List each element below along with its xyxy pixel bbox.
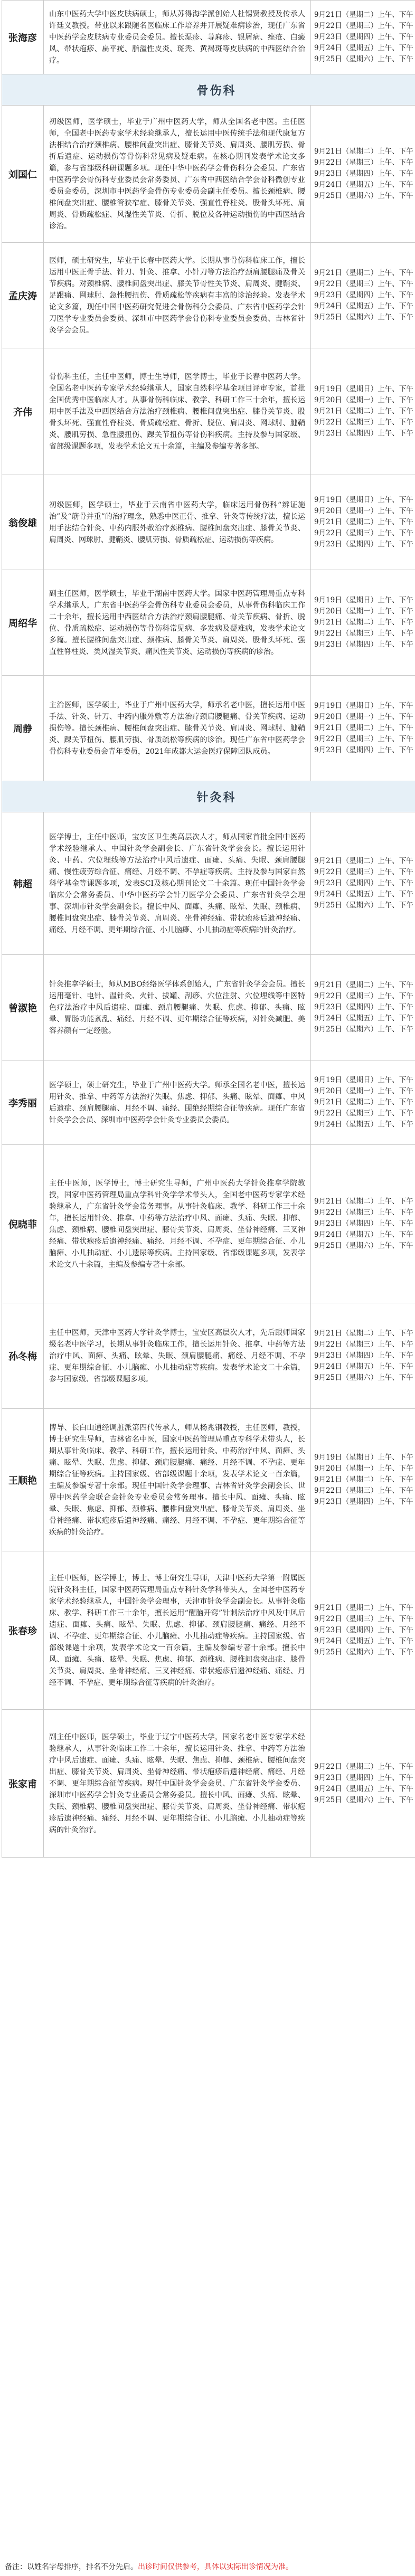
doctor-row [2, 475, 415, 570]
section-title: 骨伤科 [2, 74, 415, 106]
doctor-intro: 医师，硕士研究生，毕业于长春中医药大学。长期从事骨伤科临床工作，擅长运用中医正骨手法、针刀、针灸、推拿、小针刀等方法治疗颈肩腰腿痛及骨关节疾病。对颈椎病、腰椎间盘突出症、膝关节骨性关节炎、肩周炎、腱鞘炎、足跟痛、网球肘、急性腰扭伤、骨质疏松等疾病有丰富的诊治经验。发表学术论文多篇，现任中国中医药研究促进会骨伤科分会委员、广东省中医药学会针刀医学专业委员会委员、深圳市中医药学会骨伤科专业委员会委员、吉林省针灸学会会员。 [44, 243, 311, 348]
clinic-time-line: 9月25日（星期六）上午、下午 [314, 1374, 413, 1382]
doctor-intro: 初级医师，医学硕士，毕业于广州中医药大学，师从全国名老中医。主任医师，全国老中医药专家学术经验继承人，擅长运用中医传统手法和现代康复方法相结合治疗颈椎病、腰椎间盘突出症、膝骨关节炎、肩周炎、腰肌劳损、骨折后遗症、运动损伤等骨伤科常见病及疑难病。在核心期刊发表学术论文多篇，参与省部级科研课题多项。现任中华中医药学会骨伤科分会委员、广东省中医药学会骨伤科专业委员会常务委员、广东省中西医结合学会骨科微创专业委员会委员，深圳市中医药学会骨伤专业委员会副主任委员。擅长颈椎病、腰椎间盘突出症、腰椎管狭窄症、膝骨关节炎、强直性脊柱炎、股骨头坏死、肩周炎、骨质疏松症、风湿性关节炎、骨折、脱位及各种运动损伤的中西医结合诊治。 [44, 106, 311, 243]
doctor-name: 孟庆涛 [2, 243, 44, 348]
schedule-body [2, 1, 415, 1858]
doctor-intro: 山东中医药大学中医皮肤病硕士，师从苏得海学派创始人杜锡贤教授及传承人许廷义教授。带业以来跟随名医临床工作培养并开展疑难病诊治，现任广东省中医药学会皮肤病专业委员会委员。擅长湿疹、荨麻疹、银屑病、痤疮、白癜风、带状疱疹、扁平疣、脂溢性皮炎、斑秃、黄褐斑等皮肤病的中西医结合治疗。 [44, 1, 311, 74]
doctor-intro: 初级医师，医学硕士，毕业于云南省中医药大学，临床运用骨伤科“辨证施治”及“筋骨并重”的治疗理念，熟悉中医正骨、推拿、针灸等传统疗法，擅长运用手法结合针灸、中药内服外敷治疗颈椎病、腰椎间盘突出症、膝骨关节炎、肩周炎、网球肘、腱鞘炎、腰肌劳损、骨质疏松症、运动损伤等疾病。 [44, 475, 311, 570]
clinic-time-line: 9月24日（星期五）上午、下午 [314, 1120, 413, 1129]
doctor-intro: 主任中医师，医学博士，博士研究生导师，广州中医药大学针灸推拿学院教授，国家中医药管理局重点学科针灸学学术带头人，全国老中医药专家学术经验继承人，广东省针灸学会常务理事。从事针灸临床、教学、科研工作三十余年，擅长运用针灸、推拿、中药等方法治疗中风、面瘫、头痛、失眠、抑郁、焦虑、颈椎病、腰椎间盘突出症、膝骨关节炎、肩周炎、坐骨神经痛、三叉神经痛、带状疱疹后遗神经痛、痛经、月经不调、不孕症、更年期综合征、小儿脑瘫、小儿抽动症、小儿遗尿等疾病。主持国家级、省部级课题多项，发表学术论文八十余篇，主编及参编专著十余部。 [44, 1145, 311, 1303]
schedule-table [2, 0, 415, 1858]
clinic-time-line: 9月23日（星期四）上午、下午 [314, 169, 413, 178]
clinic-time-line: 9月19日（星期日）上午、下午 [314, 596, 413, 604]
clinic-time-line: 9月25日（星期六）上午、下午 [314, 55, 413, 63]
doctor-intro: 主任中医师，医学博士，博士、博士研究生导师，天津中医药大学第一附属医院针灸科主任，国家中医药管理局重点专科针灸学科带头人，全国老中医药专家学术经验继承人，中国针灸学会理事，天津市针灸学会副会长。从事针灸临床、教学、科研工作三十余年，擅长运用“醒脑开窍”针刺法治疗中风及中风后遗症、面瘫、头痛、眩晕、失眠、焦虑、抑郁、颈肩腰腿痛、痛经、月经不调、不孕症、更年期综合征、小儿脑瘫、小儿抽动症等疾病。主持国家级、省部级课题十余项，发表学术论文一百余篇，主编及参编专著十余部。擅长中风、面瘫、头痛、眩晕、失眠、焦虑、抑郁、颈椎病、腰椎间盘突出症、膝骨关节炎、肩周炎、坐骨神经痛、三叉神经痛、带状疱疹后遗神经痛、痛经、月经不调、不孕症、更年期综合征等疾病的针灸治疗。 [44, 1551, 311, 1710]
clinic-time-line: 9月23日（星期四）上午、下午 [314, 33, 413, 41]
clinic-time-line: 9月21日（星期二）上午、下午 [314, 518, 413, 526]
clinic-time-line: 9月20日（星期一）上午、下午 [314, 396, 413, 404]
clinic-time-line: 9月23日（星期四）上午、下午 [314, 1003, 413, 1011]
doctor-intro: 针灸推拿学硕士，师从MBO经络医学体系创始人，广东省针灸学会会员。擅长运用毫针、电针、温针灸、火针、拔罐、刮痧、穴位注射、穴位埋线等中医特色疗法治疗中风后遗症、面瘫、颈肩腰腿痛、失眠、焦虑、抑郁、头痛、眩晕、胃肠功能紊乱、痛经、月经不调、更年期综合征等疾病，对针灸减肥、美容养颜有一定经验。 [44, 955, 311, 1060]
section-header-row [2, 74, 415, 106]
doctor-row [2, 106, 415, 243]
clinic-time-line: 9月25日（星期六）上午、下午 [314, 1648, 413, 1656]
clinic-times [311, 676, 415, 781]
doctor-intro: 主任中医师，天津中医药大学针灸学博士，宝安区高层次人才，先后跟师国家级名老中医学习，长期从事针灸临床工作，擅长运用针灸、推拿、中药等方法治疗中风、面瘫、头痛、眩晕、失眠、颈肩腰腿痛、痛经、月经不调、不孕症、更年期综合征、小儿脑瘫、小儿抽动症等疾病。发表学术论文二十余篇，参与国家级、省部级课题多项。 [44, 1303, 311, 1409]
doctor-name: 曾淑艳 [2, 955, 44, 1060]
doctor-intro: 副主任中医师，医学硕士，毕业于辽宁中医药大学，国家名老中医专家学术经验继承人，从事针灸临床工作二十余年，擅长运用针灸、推拿、中药等方法治疗中风后遗症、面瘫、头痛、眩晕、失眠、焦虑、抑郁、颈椎病、腰椎间盘突出症、膝骨关节炎、肩周炎、坐骨神经痛、带状疱疹后遗神经痛、痛经、月经不调、更年期综合征等疾病。现任中国针灸学会会员、广东省针灸学会委员、深圳市中医药学会针灸专业委员会常务委员。擅长中风、面瘫、头痛、眩晕、失眠、颈椎病、腰椎间盘突出症、膝骨关节炎、肩周炎、坐骨神经痛、带状疱疹后遗神经痛、痛经、月经不调、更年期综合征、小儿脑瘫、小儿抽动症等疾病的针灸治疗。 [44, 1710, 311, 1858]
doctor-row [2, 1, 415, 74]
clinic-times [311, 570, 415, 676]
clinic-time-line: 9月21日（星期二）上午、下午 [314, 407, 413, 415]
doctor-name: 王顺艳 [2, 1409, 44, 1551]
clinic-time-line: 9月22日（星期三）上午、下午 [314, 529, 413, 537]
clinic-time-line: 9月24日（星期五）上午、下午 [314, 1637, 413, 1645]
clinic-time-line: 9月19日（星期日）上午、下午 [314, 1453, 413, 1462]
clinic-time-line: 9月21日（星期二）上午、下午 [314, 981, 413, 989]
clinic-time-line: 9月22日（星期三）上午、下午 [314, 735, 413, 743]
doctor-intro: 医学硕士，硕士研究生，毕业于广州中医药大学。师承全国名老中医，擅长运用针灸、推拿、中药等方法治疗失眠、焦虑、抑郁、头痛、眩晕、面瘫、中风后遗症、颈肩腰腿痛、月经不调、痛经、围绝经期综合征等疾病。现任广东省针灸学会会员、深圳市中医药学会针灸专业委员会委员。 [44, 1060, 311, 1145]
clinic-time-line: 9月22日（星期三）上午、下午 [314, 1208, 413, 1217]
clinic-time-line: 9月25日（星期六）上午、下午 [314, 313, 413, 321]
clinic-time-line: 9月22日（星期三）上午、下午 [314, 1762, 413, 1771]
doctor-row [2, 1303, 415, 1409]
clinic-time-line: 9月19日（星期日）上午、下午 [314, 702, 413, 710]
clinic-time-line: 9月23日（星期四）上午、下午 [314, 1219, 413, 1228]
clinic-time-line: 9月24日（星期五）上午、下午 [314, 44, 413, 52]
clinic-times [311, 348, 415, 475]
clinic-time-line: 9月23日（星期四）上午、下午 [314, 746, 413, 754]
clinic-time-line: 9月23日（星期四）上午、下午 [314, 1626, 413, 1634]
doctor-row [2, 243, 415, 348]
clinic-time-line: 9月24日（星期五）上午、下午 [314, 1362, 413, 1371]
clinic-time-line: 9月22日（星期三）上午、下午 [314, 1615, 413, 1623]
clinic-time-line: 9月20日（星期一）上午、下午 [314, 507, 413, 515]
clinic-times [311, 243, 415, 348]
clinic-time-line: 9月21日（星期二）上午、下午 [314, 724, 413, 732]
clinic-time-line: 9月22日（星期三）上午、下午 [314, 418, 413, 427]
clinic-times [311, 475, 415, 570]
clinic-time-line: 9月20日（星期一）上午、下午 [314, 1464, 413, 1473]
clinic-time-line: 9月22日（星期三）上午、下午 [314, 1109, 413, 1117]
clinic-times [311, 1409, 415, 1551]
clinic-time-line: 9月25日（星期六）上午、下午 [314, 1795, 413, 1804]
doctor-row [2, 348, 415, 475]
doctor-name: 孙冬梅 [2, 1303, 44, 1409]
clinic-times [311, 812, 415, 955]
doctor-row [2, 676, 415, 781]
clinic-time-line: 9月23日（星期四）上午、下午 [314, 640, 413, 649]
footer-note-text: 备注：以姓名字母排序，排名不分先后。 [5, 2563, 138, 2571]
clinic-time-line: 9月23日（星期四）上午、下午 [314, 1773, 413, 1782]
clinic-time-line: 9月22日（星期三）上午、下午 [314, 629, 413, 638]
doctor-name: 周绍华 [2, 570, 44, 676]
doctor-row [2, 812, 415, 955]
clinic-time-line: 9月21日（星期二）上午、下午 [314, 1329, 413, 1338]
doctor-row [2, 955, 415, 1060]
doctor-name: 刘国仁 [2, 106, 44, 243]
clinic-time-line: 9月21日（星期二）上午、下午 [314, 269, 413, 277]
clinic-time-line: 9月20日（星期一）上午、下午 [314, 1087, 413, 1095]
section-header-row [2, 781, 415, 812]
clinic-time-line: 9月24日（星期五）上午、下午 [314, 302, 413, 310]
doctor-row [2, 1060, 415, 1145]
doctor-intro: 骨伤科主任，主任中医师，博士生导师，医学博士，毕业于长春中医药大学。全国名老中医药专家学术经验继承人，国家自然科学基金项目评审专家，首批全国优秀中医临床人才。从事骨伤科临床、教学、科研工作三十余年，擅长运用中医手法及中西医结合方法治疗颈椎病、腰椎间盘突出症、膝骨关节炎、股骨头坏死、强直性脊柱炎、骨质疏松症、骨折、脱位、肩周炎、网球肘、腱鞘炎、腰肌劳损、急性腰扭伤、踝关节扭伤等骨伤科疾病。主持及参与国家级、省部级课题多项，发表学术论文五十余篇，主编及参编专著多部。 [44, 348, 311, 475]
clinic-time-line: 9月23日（星期四）上午、下午 [314, 291, 413, 299]
clinic-times [311, 106, 415, 243]
clinic-time-line: 9月23日（星期四）上午、下午 [314, 879, 413, 887]
clinic-time-line: 9月21日（星期二）上午、下午 [314, 618, 413, 627]
clinic-time-line: 9月23日（星期四）上午、下午 [314, 1351, 413, 1360]
doctor-intro: 主治医师，医学硕士，毕业于广州中医药大学，师承名老中医，擅长运用中医手法、针灸、针刀、中药内服外敷等方法治疗颈肩腰腿痛、骨关节疾病、运动损伤等。擅长颈椎病、腰椎间盘突出症、膝骨关节炎、肩周炎、网球肘、腱鞘炎、踝关节扭伤、腰肌劳损、骨质疏松等疾病的诊治。现任广东省中医药学会骨伤科专业委员会青年委员，2021年成都大运会医疗保障团队成员。 [44, 676, 311, 781]
footer-note [2, 2559, 413, 2575]
doctor-name: 韩超 [2, 812, 44, 955]
clinic-time-line: 9月24日（星期五）上午、下午 [314, 181, 413, 189]
clinic-time-line: 9月24日（星期五）上午、下午 [314, 1784, 413, 1793]
clinic-time-line: 9月21日（星期二）上午、下午 [314, 1098, 413, 1106]
footer-warning-text: 出诊时间仅供参考，具体以实际出诊情况为准。 [138, 2563, 293, 2571]
clinic-times [311, 1303, 415, 1409]
doctor-row [2, 1409, 415, 1551]
clinic-time-line: 9月22日（星期三）上午、下午 [314, 992, 413, 1000]
doctor-name: 齐伟 [2, 348, 44, 475]
doctor-name: 张海彦 [2, 1, 44, 74]
doctor-intro: 医学博士，主任中医师，宝安区卫生类高层次人才，师从国家首批全国中医药学术经验继承人、中国针灸学会副会长、广东省针灸学会会长。擅长运用针灸、中药、穴位埋线等方法治疗中风后遗症、面瘫、头痛、失眠、颈肩腰腿痛、慢性疲劳综合征、痛经、月经不调、不孕症等疾病。主持及参与国家自然科学基金等课题多项，发表SCI及核心期刊论文二十余篇。现任中国针灸学会临床分会常务委员、中华中医药学会针刀医学分会委员、广东省针灸学会理事、深圳市针灸学会副会长。擅长中风、面瘫、头痛、眩晕、失眠、颈椎病、腰椎间盘突出症、膝骨关节炎、肩周炎、坐骨神经痛、带状疱疹后遗神经痛、痛经、月经不调、更年期综合征、小儿脑瘫、小儿抽动症等疾病的针灸治疗。 [44, 812, 311, 955]
clinic-times [311, 1145, 415, 1303]
clinic-time-line: 9月23日（星期四）上午、下午 [314, 540, 413, 548]
doctor-row [2, 1551, 415, 1710]
clinic-time-line: 9月22日（星期三）上午、下午 [314, 1340, 413, 1349]
clinic-time-line: 9月20日（星期一）上午、下午 [314, 713, 413, 721]
doctor-name: 李秀丽 [2, 1060, 44, 1145]
doctor-intro: 副主任医师，医学硕士，毕业于湖南中医药大学。国家中医药管理局重点专科学术继承人，广东省中医药学会骨伤科专业委员会委员，从事骨伤科临床工作二十余年，擅长运用中西医结合方法治疗颈肩腰腿痛、骨关节疾病、骨折、脱位、骨质疏松症、运动损伤等骨伤科常见病、多发病及疑难病，发表学术论文多篇。擅长腰椎间盘突出症、颈椎病、膝骨关节炎、肩周炎、股骨头坏死、强直性脊柱炎、类风湿关节炎、痛风性关节炎、运动损伤等疾病的诊治。 [44, 570, 311, 676]
doctor-name: 翁俊雄 [2, 475, 44, 570]
clinic-time-line: 9月19日（星期日）上午、下午 [314, 385, 413, 393]
doctor-intro: 博导、长白山通经调脏派第四代传承人，师从杨兆钢教授，主任医师，教授，博士研究生导师，吉林省名中医，国家中医药管理局重点专科学术带头人，长期从事针灸临床、教学、科研工作，擅长运用针灸、中药治疗中风、面瘫、头痛、眩晕、失眠、焦虑、抑郁、颈肩腰腿痛、痛经、月经不调、不孕症、更年期综合征等疾病。主持国家级、省部级课题十余项，发表学术论文一百余篇，主编及参编专著十余部。现任中国针灸学会理事、吉林省针灸学会副会长、世界中医药学会联合会针灸专业委员会常务理事。擅长中风、面瘫、头痛、眩晕、失眠、焦虑、抑郁、颈椎病、腰椎间盘突出症、膝骨关节炎、肩周炎、坐骨神经痛、带状疱疹后遗神经痛、痛经、月经不调、不孕症、更年期综合征等疾病的针灸治疗。 [44, 1409, 311, 1551]
clinic-time-line: 9月21日（星期二）上午、下午 [314, 147, 413, 156]
clinic-times [311, 1, 415, 74]
doctor-row [2, 570, 415, 676]
doctor-row [2, 1145, 415, 1303]
clinic-time-line: 9月21日（星期二）上午、下午 [314, 1604, 413, 1612]
clinic-time-line: 9月21日（星期二）上午、下午 [314, 11, 413, 19]
section-title: 针灸科 [2, 781, 415, 812]
clinic-time-line: 9月22日（星期三）上午、下午 [314, 1486, 413, 1495]
clinic-times [311, 1710, 415, 1858]
clinic-time-line: 9月22日（星期三）上午、下午 [314, 158, 413, 167]
doctor-name: 周静 [2, 676, 44, 781]
clinic-time-line: 9月23日（星期四）上午、下午 [314, 429, 413, 438]
clinic-times [311, 1060, 415, 1145]
clinic-time-line: 9月21日（星期二）上午、下午 [314, 1197, 413, 1206]
clinic-time-line: 9月25日（星期六）上午、下午 [314, 1242, 413, 1250]
clinic-time-line: 9月22日（星期三）上午、下午 [314, 868, 413, 876]
clinic-time-line: 9月24日（星期五）上午、下午 [314, 1014, 413, 1022]
clinic-time-line: 9月24日（星期五）上午、下午 [314, 1230, 413, 1239]
clinic-time-line: 9月25日（星期六）上午、下午 [314, 901, 413, 910]
clinic-time-line: 9月24日（星期五）上午、下午 [314, 890, 413, 898]
doctor-row [2, 1710, 415, 1858]
clinic-time-line: 9月23日（星期四）上午、下午 [314, 1498, 413, 1506]
clinic-time-line: 9月25日（星期六）上午、下午 [314, 192, 413, 200]
doctor-name: 张春珍 [2, 1551, 44, 1710]
clinic-time-line: 9月19日（星期日）上午、下午 [314, 1076, 413, 1084]
clinic-time-line: 9月22日（星期三）上午、下午 [314, 280, 413, 288]
clinic-time-line: 9月25日（星期六）上午、下午 [314, 1025, 413, 1034]
clinic-time-line: 9月20日（星期一）上午、下午 [314, 607, 413, 615]
clinic-time-line: 9月19日（星期日）上午、下午 [314, 496, 413, 504]
clinic-time-line: 9月21日（星期二）上午、下午 [314, 1475, 413, 1484]
doctor-name: 倪晓菲 [2, 1145, 44, 1303]
clinic-time-line: 9月22日（星期三）上午、下午 [314, 22, 413, 30]
clinic-time-line: 9月21日（星期二）上午、下午 [314, 857, 413, 865]
clinic-times [311, 955, 415, 1060]
clinic-times [311, 1551, 415, 1710]
doctor-name: 张家甫 [2, 1710, 44, 1858]
